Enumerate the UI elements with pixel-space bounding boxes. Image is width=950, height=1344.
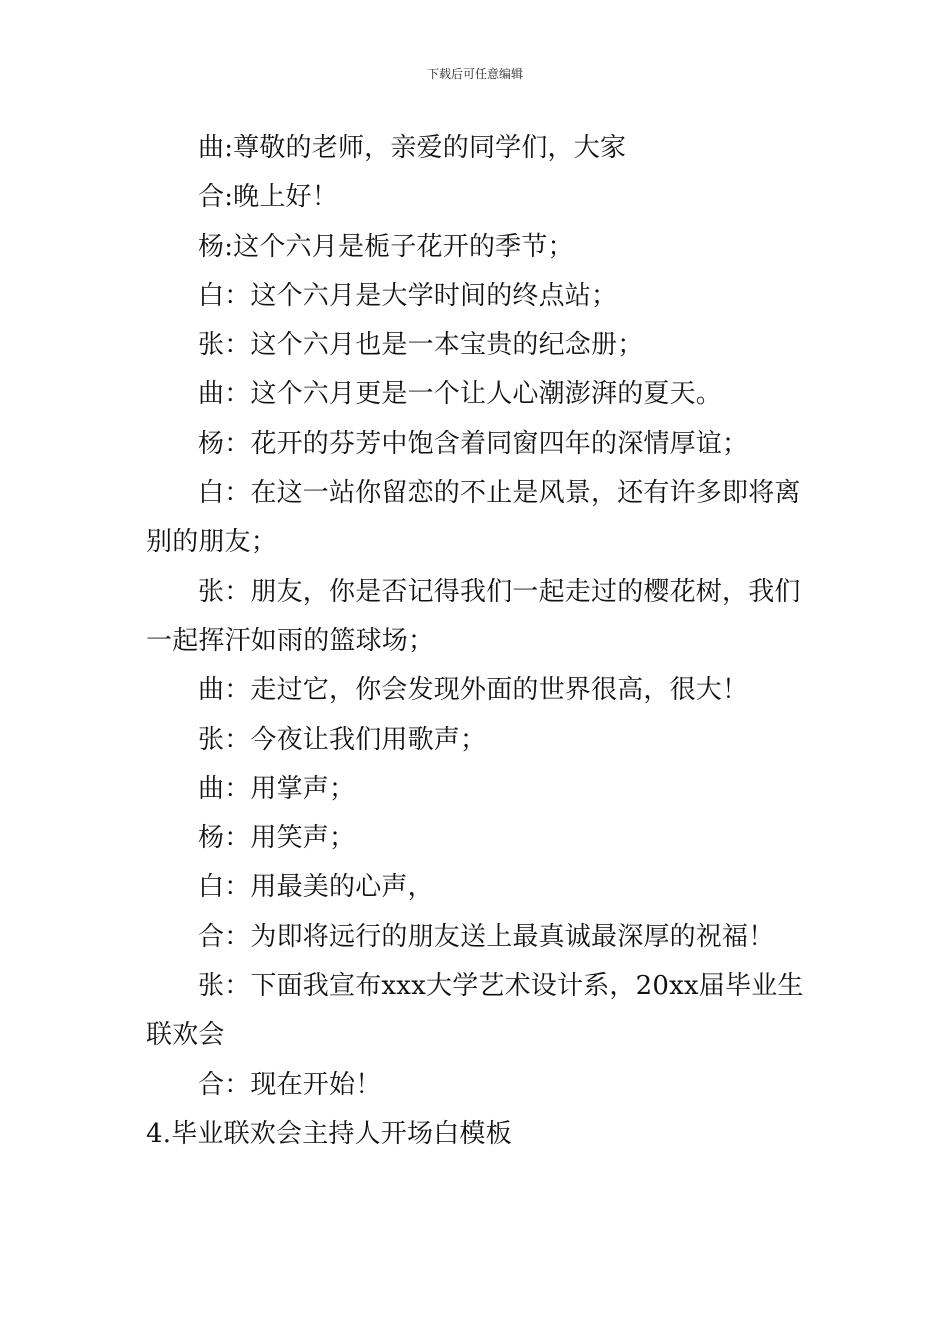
- dialogue-line: 合：为即将远行的朋友送上最真诚最深厚的祝福！: [198, 921, 775, 952]
- dialogue-line: 曲：这个六月更是一个让人心潮澎湃的夏天。: [198, 379, 723, 410]
- section-heading: 4.毕业联欢会主持人开场白模板: [146, 1118, 512, 1149]
- dialogue-line: 白：在这一站你留恋的不止是风景，还有许多即将离别的朋友；: [146, 478, 801, 558]
- dialogue-line: 合:晚上好！: [198, 182, 338, 213]
- dialogue-line: 杨：花开的芬芳中饱含着同窗四年的深情厚谊；: [198, 428, 749, 459]
- dialogue-line: 曲：用掌声；: [198, 773, 356, 804]
- dialogue-line: 合：现在开始！: [198, 1069, 382, 1100]
- dialogue-line: 杨:这个六月是栀子花开的季节；: [198, 231, 574, 262]
- dialogue-line: 曲:尊敬的老师，亲爱的同学们，大家: [198, 133, 627, 163]
- dialogue-line: 张：朋友，你是否记得我们一起走过的樱花树，我们一起挥汗如雨的篮球场；: [146, 576, 801, 656]
- page-header-note: 下载后可任意编辑: [426, 67, 523, 81]
- document-body: [146, 124, 816, 1159]
- dialogue-line: 张：今夜让我们用歌声；: [198, 724, 487, 755]
- dialogue-line: 曲：走过它，你会发现外面的世界很高，很大！: [198, 675, 749, 706]
- dialogue-line: 白：用最美的心声，: [198, 872, 434, 903]
- dialogue-line: 张：这个六月也是一本宝贵的纪念册；: [198, 330, 644, 361]
- dialogue-line: 杨：用笑声；: [198, 823, 356, 854]
- dialogue-line: 张：下面我宣布xxx大学艺术设计系，20xx届毕业生联欢会: [146, 971, 804, 1051]
- dialogue-line: 白：这个六月是大学时间的终点站；: [198, 280, 618, 311]
